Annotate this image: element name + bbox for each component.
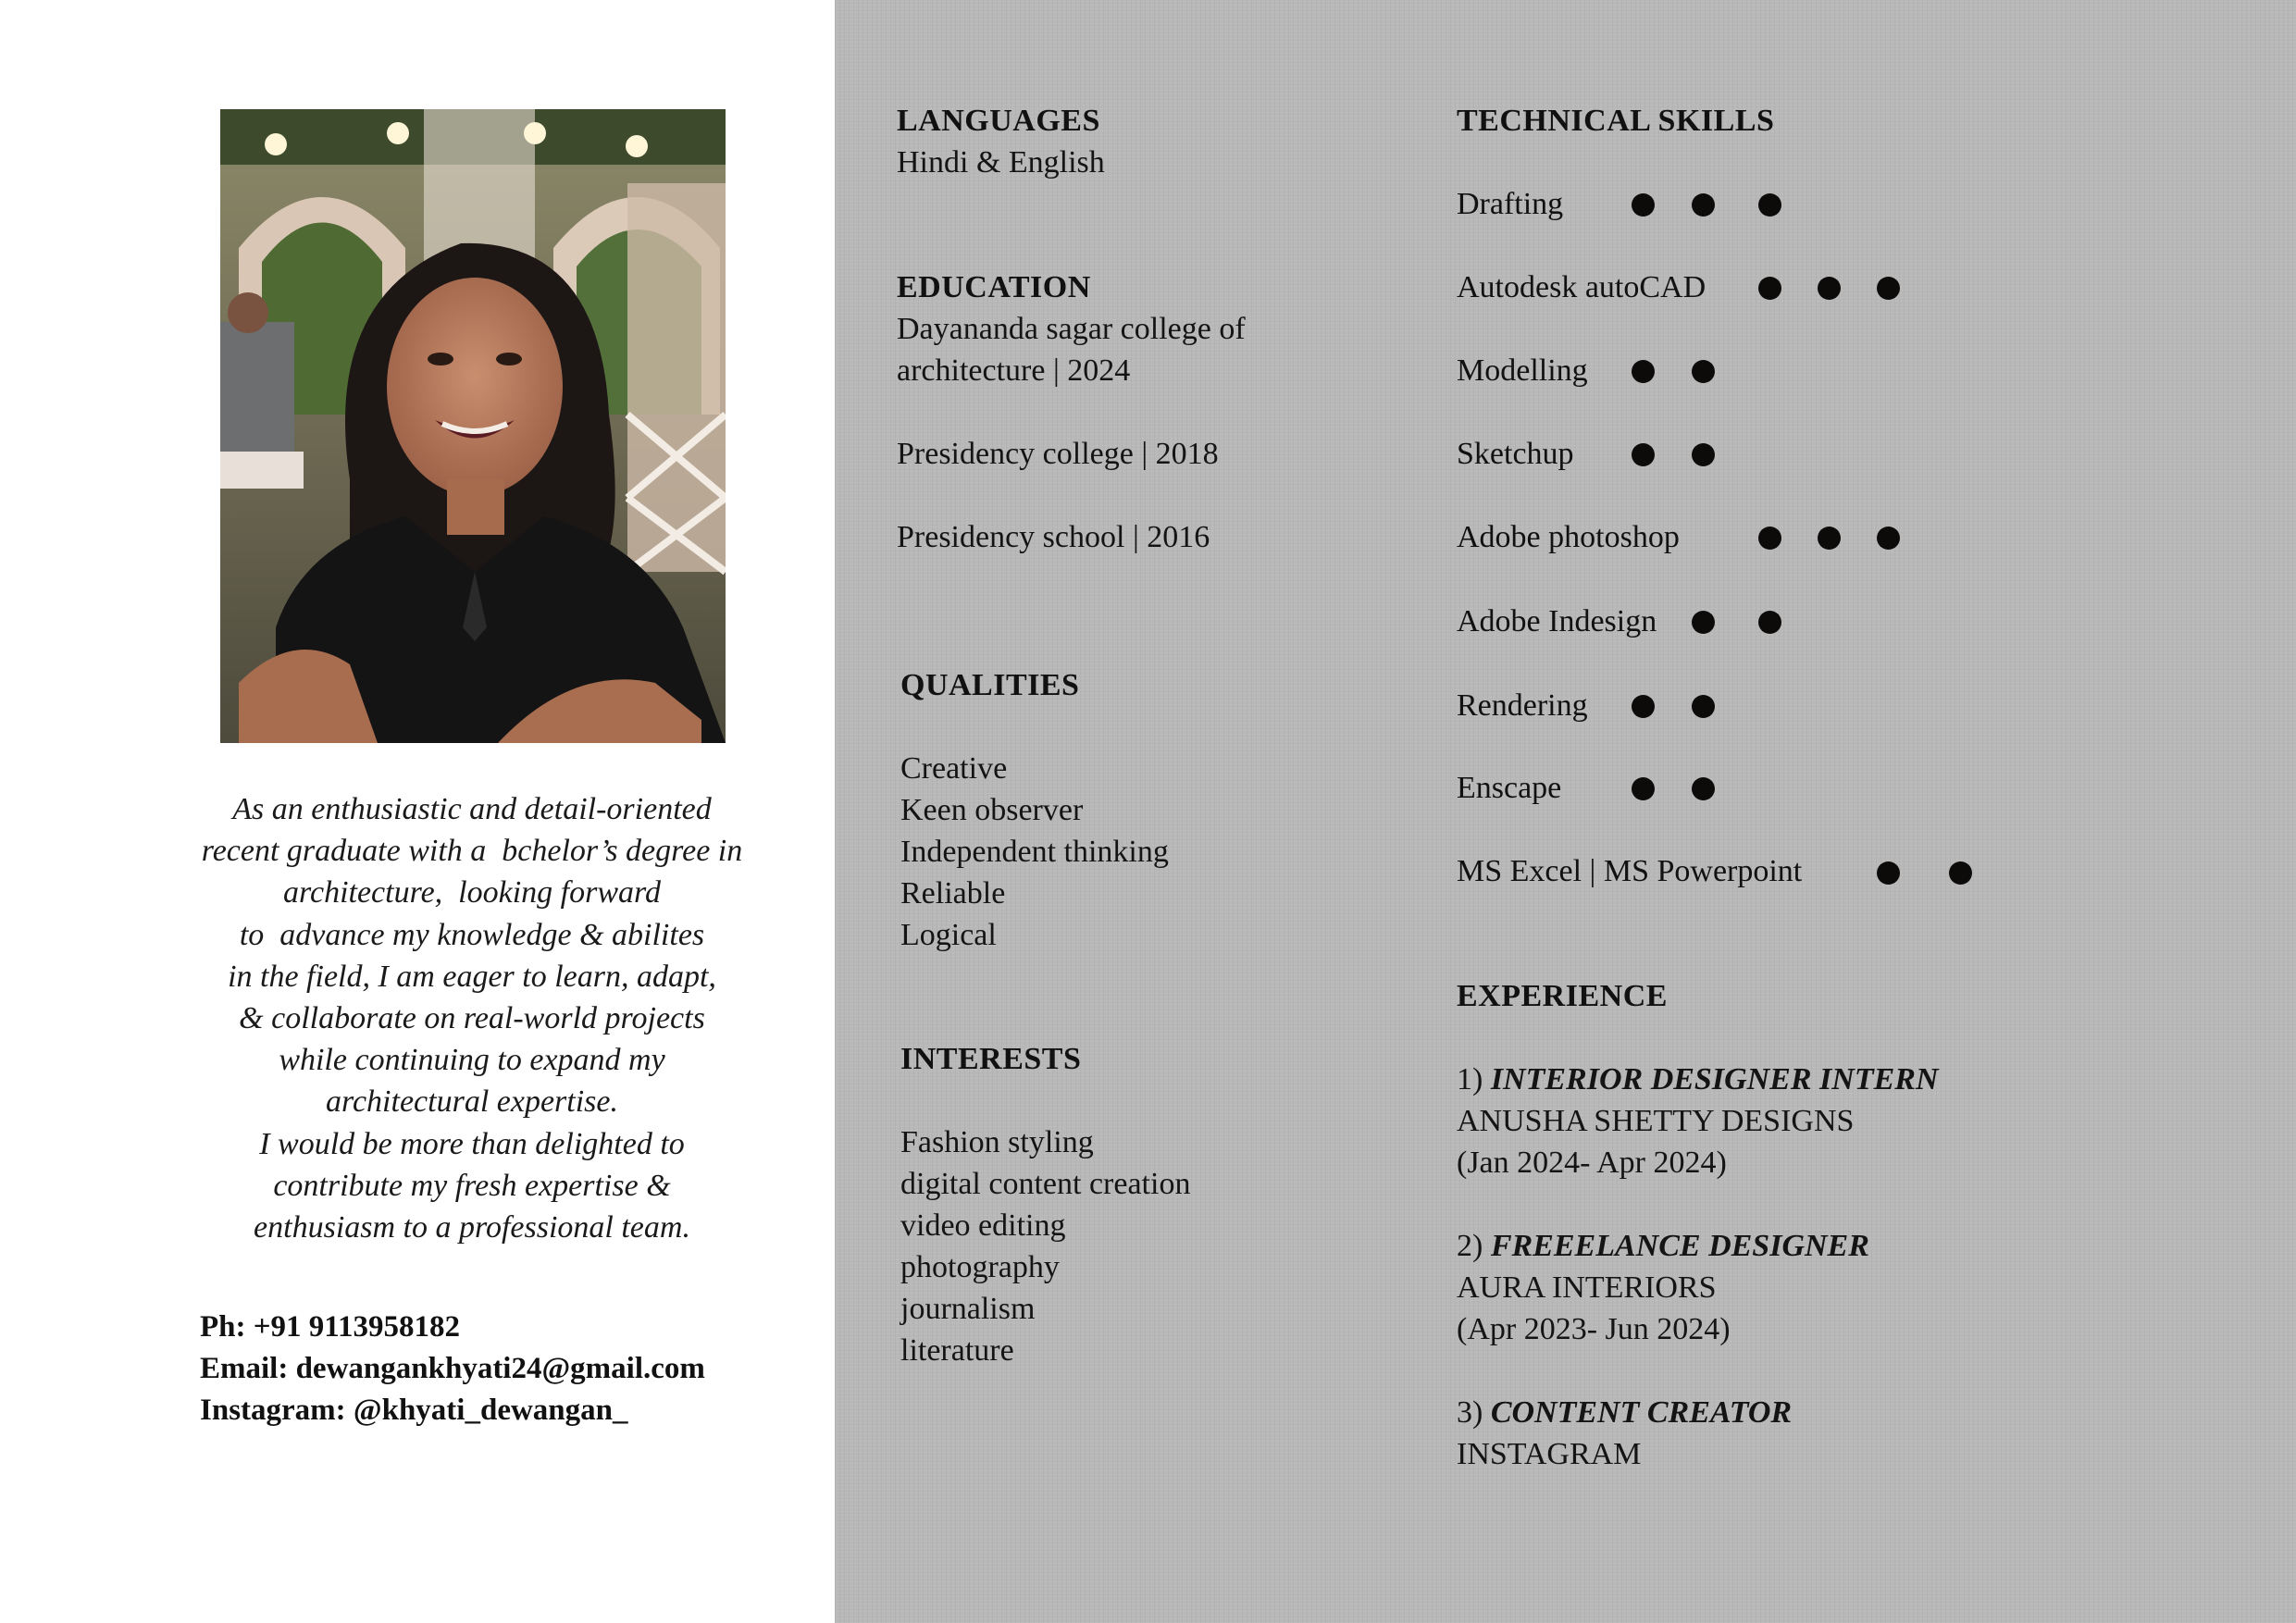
profile-photo-illustration [220,109,726,743]
skill-name: Adobe photoshop [1457,520,1680,554]
summary-line: I would be more than delighted to [259,1126,685,1161]
instagram-handle: Instagram: @khyati_dewangan_ [200,1394,628,1427]
summary-line: architecture, looking forward [283,875,661,911]
experience-heading: EXPERIENCE [1457,979,1668,1013]
experience-number: 3) [1457,1395,1483,1430]
skill-level-dot [1692,360,1715,383]
skill-level-dot [1877,527,1900,550]
education-item: architecture | 2024 [897,353,1131,388]
languages-value: Hindi & English [897,145,1105,180]
skill-name: Drafting [1457,187,1564,221]
languages-section [897,100,1105,183]
skill-level-dot [1877,277,1900,300]
skill-level-dot [1692,443,1715,466]
qualities-section [900,664,1169,956]
education-item: Presidency school | 2016 [897,520,1210,554]
experience-title: FREEELANCE DESIGNER [1490,1229,1869,1263]
education-item: Presidency college | 2018 [897,437,1219,471]
profile-summary [111,788,833,1248]
qualities-heading: QUALITIES [900,668,1080,702]
summary-line: enthusiasm to a professional team. [254,1210,690,1245]
skill-level-dot [1632,443,1655,466]
experience-title: CONTENT CREATOR [1490,1395,1793,1430]
interest-item: video editing [900,1208,1066,1243]
summary-line: while continuing to expand my [279,1043,665,1078]
quality-item: Independent thinking [900,835,1169,869]
experience-section [1457,975,1939,1475]
experience-item [1457,1392,1939,1475]
skill-level-dot [1758,527,1781,550]
profile-photo [220,109,726,743]
experience-company: INSTAGRAM [1457,1437,1642,1471]
languages-heading: LANGUAGES [897,104,1100,138]
summary-line: to advance my knowledge & abilites [239,917,705,952]
summary-line: architectural expertise. [326,1084,618,1120]
interests-section [900,1038,1190,1371]
interest-item: literature [900,1333,1014,1368]
education-heading: EDUCATION [897,270,1091,304]
skill-row [1457,183,1563,225]
contact-info [200,1307,705,1431]
skill-row [1457,350,1588,391]
skill-level-dot [1692,193,1715,217]
summary-line: in the field, I am eager to learn, adapt, [228,959,716,994]
summary-line: recent graduate with a bchelor’s degree in [201,834,743,869]
summary-line: contribute my fresh expertise & [273,1168,671,1203]
education-section [897,266,1246,558]
skill-level-dot [1758,277,1781,300]
skill-row [1457,767,1561,809]
skill-name: Rendering [1457,688,1588,723]
experience-number: 2) [1457,1229,1483,1263]
experience-period: (Apr 2023- Jun 2024) [1457,1312,1731,1346]
skill-row [1457,266,1706,308]
skill-name: Modelling [1457,353,1588,388]
skill-row [1457,433,1574,475]
technical-skills-section [1457,100,1774,142]
interests-heading: INTERESTS [900,1042,1082,1076]
skill-level-dot [1949,861,1972,885]
quality-item: Reliable [900,876,1006,911]
quality-item: Keen observer [900,793,1084,827]
skill-row [1457,850,1802,892]
skill-level-dot [1818,527,1841,550]
skill-level-dot [1632,695,1655,718]
skill-level-dot [1692,611,1715,634]
quality-item: Creative [900,751,1008,786]
phone-number: Ph: +91 9113958182 [200,1310,460,1344]
technical-skills-heading: TECHNICAL SKILLS [1457,104,1775,138]
skill-name: MS Excel | MS Powerpoint [1457,854,1803,888]
summary-line: & collaborate on real-world projects [239,1001,705,1036]
interest-item: journalism [900,1292,1036,1326]
skill-row [1457,516,1680,558]
skill-level-dot [1692,695,1715,718]
interest-item: digital content creation [900,1167,1191,1201]
skill-name: Adobe Indesign [1457,604,1657,638]
skill-row [1457,685,1588,726]
skill-level-dot [1877,861,1900,885]
skill-name: Enscape [1457,771,1562,805]
interest-item: photography [900,1250,1060,1284]
interest-item: Fashion styling [900,1125,1094,1159]
skill-row [1457,601,1657,642]
experience-company: ANUSHA SHETTY DESIGNS [1457,1104,1855,1138]
experience-period: (Jan 2024- Apr 2024) [1457,1146,1727,1180]
quality-item: Logical [900,918,997,952]
experience-number: 1) [1457,1062,1483,1096]
skill-level-dot [1758,611,1781,634]
skill-name: Sketchup [1457,437,1574,471]
skill-level-dot [1758,193,1781,217]
skill-level-dot [1692,777,1715,800]
skill-level-dot [1632,360,1655,383]
skill-level-dot [1632,193,1655,217]
experience-title: INTERIOR DESIGNER INTERN [1490,1062,1939,1096]
summary-line: As an enthusiastic and detail-oriented [232,792,712,826]
experience-item [1457,1059,1939,1183]
experience-item [1457,1225,1939,1350]
skill-level-dot [1632,777,1655,800]
skill-level-dot [1818,277,1841,300]
skill-name: Autodesk autoCAD [1457,270,1706,304]
email-address: Email: dewangankhyati24@gmail.com [200,1352,705,1385]
left-column [0,0,835,1623]
education-item: Dayananda sagar college of [897,312,1246,346]
experience-company: AURA INTERIORS [1457,1270,1717,1305]
